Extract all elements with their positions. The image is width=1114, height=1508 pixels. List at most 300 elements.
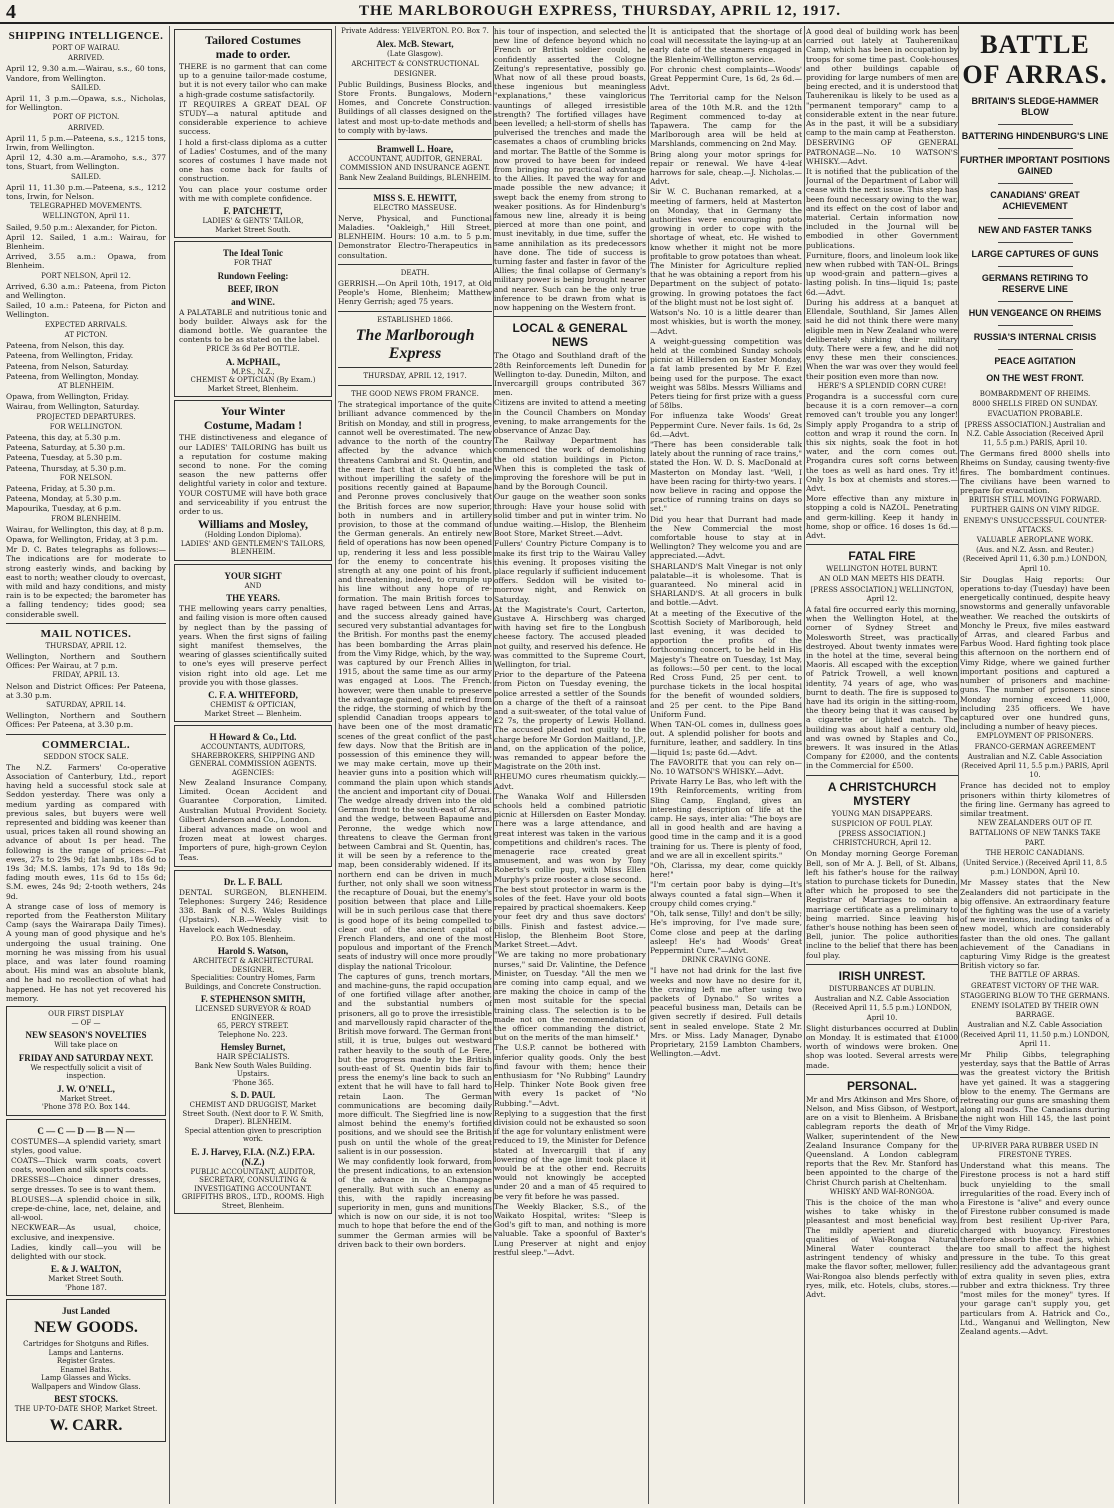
- ad-headline: S. D. PAUL: [230, 1090, 276, 1101]
- divider: [998, 301, 1073, 302]
- divider: [998, 148, 1073, 149]
- shipping-entry: Pateena, from Nelson, Saturday.: [6, 361, 129, 371]
- column-rule: [335, 26, 336, 1504]
- sub-heading: PORT NELSON, April 12.: [41, 271, 131, 280]
- news-item: Replying to a suggestion that the first division could not be exhausted so soon if the age for voluntary enlistment were reduced to 19, the Minister for Defence stated at Invercargill that if any lowering of the age limit took place it would be at the other end. Recruits would not knowingly be accepted under 20 and a man of 45 required to be very fit before he was passed.: [494, 1108, 646, 1201]
- news-item: Private Harry Le Bas, who left with the 19th Reinforcements, writing from Sling Camp, England, gives an interesting description of life at the camp. He says, inter alia: "The boys are all in good health and are having a good time in the camp and it is a good training for us. There is plenty of food, and we are all in excellent spirits.": [650, 777, 802, 860]
- label: AT PICTON.: [64, 330, 108, 339]
- sub-heading: NEW ZEALANDERS OUT OF IT.: [977, 819, 1093, 828]
- advertisement: [6, 1299, 166, 1442]
- column-shipping: [6, 26, 166, 1504]
- ad-headline: C. F. A. WHITEFORD,: [208, 690, 298, 701]
- sub-heading: WHISKY AND WAI-RONGOA.: [829, 1187, 935, 1196]
- news-item: Bring along your motor springs for repair or renewal. We have 4-leaf harrows for sale, cheap.—J. Nicholas.—Advt.: [650, 149, 802, 187]
- divider: [998, 266, 1073, 267]
- sub-heading: STAGGERING BLOW TO THE GERMANS.: [960, 991, 1110, 1000]
- sub-heading: UP-RIVER PARA RUBBER USED IN FIRESTONE TYRES.: [971, 1141, 1099, 1160]
- news-item: Sir W. C. Buchanan remarked, at a meeting of farmers, held at Masterton on Monday, that in Germany the authorities were encouraging potato growing in order to cope with the shortage of wheat, etc. He wished to know whether it might not be more profitable to grow potatoes than wheat. The Minister for Agriculture replied that he was obtaining a report from his Department on the subject of potato-growing. In growing potatoes the fact of the blight must not be lost sight of.: [650, 187, 802, 307]
- sub-heading: DRINK CRAVING GONE.: [681, 956, 771, 965]
- shipping-entry: Pateena, Friday, at 5.30 p.m.: [6, 483, 116, 493]
- section-heading: IRISH UNREST.: [838, 968, 926, 983]
- masthead: [0, 0, 1114, 24]
- ad-text: Wallpapers and Window Glass.: [31, 1382, 141, 1391]
- news-item: Furniture, floors, and linoleum look like new when rubbed with TAN-OL. Brings up wood-grain and pattern—gives a lasting polish. In tins—liquid 1s; paste 6d.—Advt.: [806, 250, 958, 297]
- ad-headline: made to order.: [215, 47, 291, 61]
- ad-text: THE distinctiveness and elegance of our LADIES' TAILORING has built us a reputation for costume making second to none. For the coming season the new patterns offer delightful variety in color and texture. YOUR COSTUME will have both grace and serviceability if you entrust the order to us.: [179, 433, 327, 516]
- divider: [806, 544, 958, 545]
- advertisement: [6, 1119, 166, 1297]
- ad-headline: THE YEARS.: [226, 593, 280, 604]
- ad-headline: H Howard & Co., Ltd.: [209, 732, 297, 743]
- ad-headline: BEEF, IRON: [227, 283, 279, 294]
- divider: [998, 183, 1073, 184]
- label: FOR WELLINGTON.: [49, 422, 123, 431]
- label: SAILED.: [71, 172, 101, 181]
- ad-headline: Costume, Madam !: [203, 418, 303, 433]
- column-editorial: [338, 26, 492, 1504]
- label: SAILED.: [71, 83, 101, 92]
- ad-text: COATS—Thick warm coats, covert coats, woollen and silk sports coats.: [11, 1156, 161, 1175]
- ad-text: Market Street South.: [48, 1275, 124, 1284]
- sub-heading: WELLINGTON HOTEL BURNT.: [826, 565, 938, 574]
- headline-deck: HUN VENGEANCE ON RHEIMS: [968, 308, 1102, 318]
- shipping-entry: April 12, 9.30 a.m.—Wairau, s.s., 60 tons, Vandore, from Wellington.: [6, 64, 166, 83]
- label: FOR NELSON.: [59, 473, 113, 482]
- label: ARRIVED.: [67, 123, 105, 132]
- shipping-entry: Arrived, 3.55 a.m.: Opawa, from Blenheim.: [6, 252, 166, 271]
- ad-text: ACCOUNTANT, AUDITOR, GENERAL COMMISSION AND INSURANCE AGENT.: [339, 155, 490, 173]
- news-item: Citizens are invited to attend a meeting in the Council Chambers on Monday evening, to make arrangements for the observance of Anzac Day.: [494, 398, 646, 435]
- news-item: The U.S.P. cannot be bothered with inferior quality goods. Only the best find favour with them; hence their enthusiasm for "No Rubbing" Laundry Help. Thinker Note Book given free with every 1s packet of "No Rubbing."—Advt.: [494, 1043, 646, 1108]
- ad-text: Telephone No. 223.: [218, 1030, 288, 1039]
- page-number: 4: [6, 1, 16, 23]
- shipping-entry: Wairau, for Wellington, this day, at 8 p.m.: [6, 524, 164, 534]
- ad-headline: E. & J. WALTON,: [50, 1264, 122, 1275]
- news-item: The Weekly Blacker, S.S., of the Waikato Hospital, writes: "Sleep is God's gift to man, and nothing is more valuable. Take a spoonful of Baxter's Lung Preserver at night and enjoy restful sleep."—Advt.: [494, 1201, 646, 1257]
- editorial-text: his tour of inspection, and selected the new line of defence beyond which no French or British soldier could, he confidently asserted the Cologne Zeitung's representative, possibly go. What now of all these proud boasts, these ingenious but meaningless "explanations," these vaingloricus vauntings of alleged irresistible strength? The fortified villages have been levelled; a hell-storm of shells has pulverised the trenches and made the casemates a chaos of crumbling bricks and mortar. The Battle of the Somme is now proved to have been for indeed from bringing no practical advantage to the Allies. It paved the way for and made possible the new advance; it swept back the enemy from strong to weaker positions. As for Hindenburg's famous new line, already it is being pierced at more than one point, and must inevitably, in due time, suffer the same annihilation as its predecessors have done. The tide of success is turning faster and faster in favor of the Allies; the final collapse of Germany's military power is being brought nearer and nearer. Such can be the only true inference to be drawn from what is now happening on the Western front.: [494, 27, 646, 313]
- divider: [338, 367, 492, 368]
- ad-text: CHEMIST & OPTICIAN (By Exam.): [190, 376, 316, 385]
- section-heading: SHIPPING INTELLIGENCE.: [8, 30, 164, 42]
- ad-text: LICENSED SURVEYOR & ROAD ENGINEER.: [195, 1005, 311, 1022]
- newspaper-nameplate: The Marlborough Express: [355, 326, 475, 362]
- ad-text: CHEMIST AND DRUGGIST, Market Street South. (Next door to F. W. Smith, Draper). BLENHEIM.: [182, 1101, 324, 1127]
- label: ARRIVED.: [67, 54, 105, 63]
- ad-text: M.P.S., N.Z.,: [231, 367, 275, 376]
- ad-text: 'Phone 187.: [65, 1283, 107, 1292]
- ad-text: OUR FIRST DISPLAY: [48, 1010, 124, 1019]
- ad-text: Bank New Zealand Buildings, BLENHEIM.: [339, 174, 491, 183]
- news-item: "I'm certain poor baby is dying—It's always counted a fatal sign—When it croupy child comes crying.": [650, 880, 802, 908]
- ad-headline: YOUR SIGHT: [224, 570, 282, 581]
- column-war-news: [960, 26, 1110, 1504]
- ad-text: Public Buildings, Business Blocks, and Store Fronts. Bungalows, Modern Homes, and Concrete Construction. Buildings of all classes designed on the latest and most up-to-date methods and to comply with by-laws.: [338, 79, 492, 135]
- headline-deck: ON THE WEST FRONT.: [986, 373, 1084, 383]
- ad-text: New Zealand Insurance Company, Limited. Ocean Accident and Guarantee Corporation, Limited. Australian Mutual Provident Society. Gilbert Anderson and Co., London.: [179, 778, 327, 824]
- ad-headline: Harold S. Watson,: [217, 946, 289, 957]
- ad-headline: Rundown Feeling:: [217, 270, 289, 281]
- divider: [338, 139, 492, 140]
- headline-deck: GERMANS RETIRING TO RESERVE LINE: [981, 273, 1089, 294]
- news-item: The Wanaka Wolf and Hillersden schools held a combined patriotic picnic at Hillersden on Easter Monday. There was a large attendance, and great interest was taken in the various competitions and children's races. The menagerie race created great amusement, and was won by Tony Roberts's collie pup, with Miss Ellen Murphy's prize rooster a close second.: [494, 791, 646, 884]
- ad-text: Lamps and Lanterns.: [48, 1348, 124, 1357]
- headline-deck: FURTHER IMPORTANT POSITIONS GAINED: [960, 155, 1110, 176]
- masthead-title: THE MARLBOROUGH EXPRESS, THURSDAY, APRIL 12, 1917.: [358, 3, 842, 19]
- ad-headline: C — C — D — B — N —: [37, 1125, 135, 1136]
- news-item: Mr Philip Gibbs, telegraphing yesterday, says that the Battle of Arras was the greatest victory the British have yet gained. It was a staggering blow to the enemy. The Germans are retreating our guns are smashing them along all roads. The Canadians during the night won Hill 145, the last point of the Vimy Ridge.: [960, 1050, 1110, 1133]
- ad-headline: Your Winter: [220, 404, 286, 419]
- ad-headline: NEW SEASON'S NOVELTIES: [25, 1030, 147, 1041]
- headline-deck: LARGE CAPTURES OF GUNS: [971, 249, 1099, 259]
- section-heading: A CHRISTCHURCH MYSTERY: [827, 779, 937, 808]
- sub-heading: FURTHER GAINS ON VIMY RIDGE.: [970, 506, 1100, 515]
- divider: [960, 1137, 1110, 1138]
- sub-heading: TELEGRAPHED MOVEMENTS.: [29, 202, 142, 211]
- ad-text: Enamel Baths.: [60, 1365, 112, 1374]
- ad-text: (Late Glasgow).: [387, 50, 443, 59]
- news-item: The Germans fired 8000 shells into Rheims on Sunday, causing twenty-five fires. The bombardment continues. The civilians have been warned to prepare for evacuation.: [960, 449, 1110, 496]
- news-item: A good deal of building work has been carried out lately at Tauherenikau Camp, which has been in occupation by troops for some time past. Cook-houses and other buildings capable of providing for large numbers of men are being erected, and it is understood that Tauherenikau is likely to be used as a "permanent temporary" camp to a considerable extent in the near future. As in the past, it will be a subsidiary camp to the main camp at Featherston.: [806, 27, 958, 138]
- ad-text: Market Street — Blenheim.: [204, 709, 302, 718]
- sub-heading: EVACUATION PROBABLE.: [987, 410, 1083, 419]
- ad-text: Nerve, Physical, and Functional Maladies. "Oakleigh," Hill Street, BLENHEIM. Hours: 10 a.m. to 5 p.m. Demonstrator Electro-Therapeutics in consultation.: [338, 213, 492, 260]
- ad-text: Will take place on: [54, 1041, 118, 1050]
- advertisement: [174, 241, 332, 397]
- advertisement: [6, 1006, 166, 1116]
- sub-heading: THE HEROIC CANADIANS.: [985, 848, 1085, 857]
- ad-headline: NEW GOODS.: [34, 1319, 138, 1337]
- sub-heading: FRANCO-GERMAN AGREEMENT: [974, 742, 1096, 751]
- news-item: "We are taking no more probationary nurses," said Dr. Valintine, the Defence Minister, on Tuesday. "All the men we are coming into camp equal, and we are making the choice in camp of the men most suitable for the special training class. The selection is to be made not on the recommendation of the officer commanding the district, but on the merits of the man himself.": [494, 950, 646, 1043]
- sub-heading: BOMBARDMENT OF RHEIMS.: [979, 390, 1091, 398]
- main-headline: BATTLE OF ARRAS.: [962, 30, 1108, 89]
- sub-heading: PROJECTED DEPARTURES.: [36, 412, 136, 421]
- ad-headline: Bramwell L. Hoare,: [376, 144, 454, 155]
- dateline: (United Service.) (Received April 11, 8.5 p.m.) LONDON, April 10.: [962, 858, 1108, 877]
- mail-entry: Nelson and District Offices: Per Pateena, at 3.30 p.m.: [6, 681, 166, 700]
- editorial-text: The strategical importance of the quite brilliant advance commenced by the British on Monday, and still in progress, cannot well be overestimated. The new advance to the north of the country affected by the advance which threatens Cambrai and St. Quentin, and the mere fact that it could be made without imperilling the safety of the positions recently gained at Bapaume and Peronne proves conclusively that the British forces are now superior, both in numbers and in artillery provision, to those at the command of the German generals. An entirely new field of operations has now been opened up, rendering it less and less possible for the enemy to concentrate his strength at any one point of his front, and threatening, indeed, to crumple up his line without any hope of re-formation. The main British forces to have raged between Lens and Arras, and the success already gained have secured very substantial advantages for the British. For months past the enemy has been bombarding the Arras plain from the Vimy Ridge, which, by the way, was captured by our French Allies in 1915, about the same time as our army was engaged at Loos. The French, however, were then unable to preserve the advantage gained, and retired from the ridge, the storming of which by the splendid Canadian troops appears to have been one of the most dramatic scenes of the great conflict of the past few days. Now that the British are in possession of this eminence they will, we may make certain, move up their heavier guns into a position which will command the plain upon which stands the ancient and important city of Douai. The wedge already driven into the old German front to the south-east of Arras, and the wedge, between Bapaume and Peronne, the wedge which now threatens to cleave the German front between Cambrai and St. Quentin, has, it will be seen by a reference to the map, been considerably widened. If its northern end can be driven in much further, not only shall we soon witness the recapture of Douai, but the enemy's position between that place and Lille will be in such perilous case that there is good hope of its being compelled to clear out of the ancient capital of French Flanders, and one of the most populous and important of the French seats of industry will once more proudly display the national Tricolour.: [338, 400, 492, 971]
- divider: [806, 1074, 958, 1075]
- ad-text: HAIR SPECIALISTS.: [216, 1053, 290, 1062]
- news-item: RHEUMO cures rheumatism quickly.—Advt.: [494, 772, 646, 791]
- ad-text: NECKWEAR—As usual, choice, exclusive, and inexpensive.: [11, 1223, 161, 1242]
- news-item: "I have not had drink for the last five weeks and now have no desire for it, the craving left me after using two packets of Dynabo." So writes a peaceful business man, Details can be given secretly if desired. Full details sent in sealed envelope. State 2 Mr. Mrs. or Miss. Lady Manager, Dynabo Proprietary, 2159 Lambton Chambers, Wellington.—Advt.: [650, 966, 802, 1059]
- headline-deck: RUSSIA'S INTERNAL CRISIS: [973, 332, 1097, 342]
- news-item: Understand what this means. The Firestone process is not a hard stiff buck unyielding to the small irregularities of the road. Every inch of a Firestone is "alive" and every ounce of Firestone rubber consumed is made from best resilient Up-river Para, charged with buoyancy. Firestones therefore absorb the road jars, which are too small to affect the highest pressure in the tube. To this great resiliency add the advantageous grant of extra quality in seven plies, extra rubber and extra thickness. Try three "most miles for the money" tyres. If your garage can't supply you, get particulars from A. Hatrick and Co., Ltd., Wanganui and Wellington, New Zealand agents.—Advt.: [960, 1161, 1110, 1336]
- news-item: Did you hear that Durrant had made the New Commercial the most comfortable house to stay at in Wellington? They welcome you and are appreciated.—Advt.: [650, 514, 802, 561]
- shipping-entry: April 11, 3 p.m.—Opawa, s.s., Nicholas, for Wellington.: [6, 94, 166, 113]
- advertisement: [174, 29, 332, 238]
- news-item: A weight-guessing competition was held at the combined Sunday schools picnic at Hillersden on Easter Monday, a fat lamb presented by Mr F. Ezel being used for the purpose. The exact weight was 58lbs. Messrs Williams and Peters tieing for first prize with a guess of 58lbs.: [650, 336, 802, 411]
- ad-headline: F. STEPHENSON SMITH,: [200, 994, 306, 1005]
- column-rule: [958, 26, 959, 1504]
- sub-heading: SUSPICION OF FOUL PLAY.: [831, 819, 933, 828]
- sub-heading: DISTURBANCES AT DUBLIN.: [828, 984, 936, 993]
- sub-heading: WELLINGTON, April 11.: [42, 212, 130, 221]
- headline-deck: NEW AND FASTER TANKS: [978, 225, 1092, 235]
- shipping-entry: Sailed, 10 a.m.: Pateena, for Picton and Wellington.: [6, 301, 166, 320]
- divider: [6, 734, 166, 735]
- ad-headline: F. PATCHETT,: [223, 206, 283, 217]
- section-heading: LOCAL & GENERAL NEWS: [512, 321, 628, 350]
- ad-text: THERE is no garment that can come up to a genuine tailor-made costume, but it is not every tailor who can make a high-grade costume satisfactorily.: [179, 62, 327, 99]
- news-item: Mr Massey states that the New Zealanders did not participate in the big offensive. An extraordinary feature of the fighting was the use of a variety of new inventions, including tanks of a new model, which are considerably faster than the old ones. The gallant achievement of the Canadians in capturing Vimy Ridge is the greatest British victory so far.: [960, 878, 1110, 971]
- news-item: When TAN-OL comes in, dullness goes out. A splendid polisher for boots and furniture, leather, and saddlery. In tins—liquid 1s; paste 6d.—Advt.: [650, 720, 802, 757]
- shipping-entry: Pateena, Monday, at 5.30 p.m.: [6, 494, 122, 504]
- news-item: The best stout protector in warm is the soles of the feet. Have your old boots repaired by practical shoemakers. Keep your feet dry and thus save doctors' bills. Finish and fastest advice.—Hislop, the Blenheim Boot Store, Market Street.—Advt.: [494, 884, 646, 950]
- mail-entry: Wellington, Northern and Southern Offices: Per Pateena, at 3.30 p.m.: [6, 711, 166, 730]
- divider: [998, 349, 1073, 350]
- column-local-news: [494, 26, 646, 1504]
- news-item: This is the choice of the man who wishes to take whisky in the pleasantest and most beneficial way. The mildly aperient and diuretic qualities of Wai-Rongoa Natural Mineral Water counteract the astringent tendency of whisky and make the flavor softer, mellower, fuller. Wai-Rongoa also blends perfectly with ryes, milk, etc. Hotels, clubs, stores.—Advt.: [806, 1197, 958, 1299]
- ad-text: 'Phone 365.: [232, 1078, 274, 1087]
- news-item: For influenza take Woods' Great Peppermint Cure. Never fails. 1s 6d, 2s 6d.—Advt.: [650, 411, 802, 439]
- column-news-continued: [650, 26, 802, 1504]
- label: THURSDAY, APRIL 12.: [45, 641, 127, 650]
- shipping-entry: April 12, 4.30 a.m.—Aramoho, s.s., 377 tons, Stuart, from Wellington.: [6, 153, 166, 172]
- section-heading: FATAL FIRE: [848, 549, 916, 564]
- ad-text: Market Street, Blenheim.: [207, 384, 299, 393]
- sub-heading: EXPECTED ARRIVALS.: [44, 320, 128, 329]
- article-text: The N.Z. Farmers' Co-operative Association of Canterbury, Ltd., report having held a successful stock sale at Seddon yesterday. There was only a medium yarding as compared with previous sales, but buyers were well represented and bidding was keener than usual, prices taken all round showing an advance of about 1s per head. The following is the range of prices:—Fat ewes, 27s to 29s 9d; fat lambs, 18s 6d to 19s 3d; M.S. lambs, 17s 9d to 18s 9d; fading mouth ewes, 11s 6d to 15s 6d; S.M. ewes, 24s 9d; 2-tooth wethers, 24s 9d.: [6, 762, 166, 901]
- advertisement: [174, 564, 332, 722]
- shipping-entry: Opawa, from Wellington, Friday.: [6, 392, 130, 402]
- shipping-entry: Pateena, Saturday, at 5.30 p.m.: [6, 443, 126, 453]
- ad-text: Bank New South Wales Building. Upstairs.: [194, 1061, 312, 1079]
- column-rule: [804, 26, 805, 1504]
- ad-text: BLOUSES—A splendid choice in silk, crepe-de-chine, lace, net, delaine, and all-wool.: [11, 1194, 161, 1223]
- ad-text: (Holding London Diploma).: [204, 531, 302, 540]
- ad-text: Register Grates.: [56, 1357, 116, 1366]
- headline-deck: CANADIANS' GREAT ACHIEVEMENT: [990, 190, 1080, 211]
- ad-text: IT REQUIRES A GREAT DEAL OF STUDY—a natural aptitude and considerable experience to achieve success.: [179, 99, 327, 137]
- death-notice: GERRISH.—On April 10th, 1917, at Old People's Home, Blenheim; Matthew Henry Gerrish; aged 75 years.: [338, 279, 492, 307]
- section-heading: PERSONAL.: [846, 1078, 917, 1093]
- sub-heading: HERE'S A SPLENDID CORN CURE!: [817, 381, 947, 390]
- section-heading: DEATH.: [400, 268, 430, 277]
- news-item: "Oh, Clarissa, my dear, come quickly here!": [650, 861, 802, 880]
- ad-text: You can place your costume order with me with complete confidence.: [179, 184, 327, 203]
- divider: [6, 623, 166, 624]
- ad-text: DRESSES—Choice dinner dresses, serge dresses. To see is to want them.: [11, 1175, 161, 1194]
- established-line: ESTABLISHED 1866.: [377, 315, 453, 324]
- shipping-entry: Arrived, 6.30 a.m.: Pateena, from Picton and Wellington.: [6, 281, 166, 301]
- dateline: Australian and N.Z. Cable Association (Received April 11, 11.50 p.m.) LONDON, April 11.: [960, 1021, 1110, 1048]
- label: FROM BLENHEIM.: [51, 514, 121, 523]
- shipping-entry: April 11, 5 p.m.—Pateena, s.s., 1215 tons, Irwin, from Wellington.: [6, 133, 166, 153]
- ad-text: Private Address: YELVERTON. P.O. Box 7.: [341, 27, 489, 35]
- news-item: The FAVORITE that you can rely on—No. 10 WATSON'S WHISKY.—Advt.: [650, 757, 802, 777]
- ad-headline: MISS S. E. HEWITT,: [373, 192, 457, 203]
- sub-heading: PORT OF WAIRAU.: [52, 44, 120, 52]
- dateline: Australian and N.Z. Cable Association (Received April 11, 5.5 p.m.) LONDON, April 10.: [812, 995, 952, 1022]
- sub-heading: 8000 SHELLS FIRED ON SUNDAY.: [972, 400, 1098, 409]
- shipping-entry: Mapourika, Tuesday, at 6 p.m.: [6, 504, 122, 514]
- ad-text: Lamp Glasses and Wicks.: [41, 1374, 131, 1383]
- shipping-entry: Pateena, from Wellington, Friday.: [6, 351, 134, 361]
- divider: [998, 218, 1073, 219]
- ad-text: Market Street South.: [215, 225, 291, 234]
- sub-heading: ENEMY ISOLATED BY THEIR OWN BARRAGE.: [971, 1002, 1099, 1020]
- headline-deck: BRITAIN'S SLEDGE-HAMMER BLOW: [971, 96, 1099, 117]
- ad-text: FOR THAT: [233, 259, 273, 268]
- ad-text: ARCHITECT & ARCHITECTURAL DESIGNER.: [192, 957, 314, 974]
- divider: [998, 242, 1073, 243]
- ad-text: — OF —: [71, 1018, 101, 1027]
- divider: [494, 316, 646, 317]
- news-item: Slight disturbances occurred at Dublin on Monday. It is estimated that £1000 worth of windows were broken. One shop was looted. Several arrests were made.: [806, 1023, 958, 1070]
- ad-text: Liberal advances made on wool and frozen meat at lowest charges. Importers of pure, high-grown Ceylon Teas.: [179, 825, 327, 862]
- sub-heading: ENEMY'S UNSUCCESSFUL COUNTER-ATTACKS.: [963, 516, 1107, 534]
- ad-text: AND: [244, 581, 262, 590]
- column-rule: [169, 26, 170, 1504]
- news-item: At a meeting of the Executive of the Scottish Society of Marlborough, held last evening, it was decided to apportion the profits of the forthcoming concert, to be held in His Majesty's Theatre on Tuesday, 1st May, as follows:—50 per cent. to the local Red Cross Fund, 25 per cent. to purchase tickets in the local hospital for the benefit of wounded soldiers, and 25 per cent. to the Pipe Band Uniform Fund.: [650, 608, 802, 719]
- sub-heading: SEDDON STOCK SALE.: [43, 752, 129, 761]
- news-item: Progandra is a successful corn cure because it is a corn remover—a corn removed can't trouble you any longer! Simply apply Progandra to a strip of cotton and wrap it round the corn. In this six nights, soak the foot in hot water, and the corn comes out. Progandra cures soft corns between the toes as well as hard ones. Try it! Only 1s box at chemists and stores.—Advt.: [806, 391, 958, 493]
- divider: [338, 385, 492, 386]
- ad-headline: Alex. McB. Stewart,: [376, 39, 454, 50]
- shipping-entry: April 12. Sailed, 1 a.m.: Wairau, for Blenheim.: [6, 232, 166, 252]
- column-telegrams: [806, 26, 958, 1504]
- dateline: [PRESS ASSOCIATION.] Australian and N.Z. Cable Association (Received April 11, 5.5 p.m.) PARIS, April 10.: [964, 420, 1106, 448]
- sub-heading: BRITISH STILL MOVING FORWARD.: [968, 496, 1102, 505]
- sub-heading: PORT OF PICTON.: [52, 113, 120, 122]
- advertisement: [174, 870, 332, 1215]
- sub-heading: AN OLD MAN MEETS HIS DEATH.: [819, 575, 945, 584]
- news-item: During his address at a banquet at Ellendale, Southland, Sir James Allen said he did not think there were many eligible men in New Zealand who were deliberately shirking their military duty. There were a few, and he did not envy these men their consciences. When the war was over they would feel their position even more than now.: [806, 297, 958, 381]
- sub-heading: BATTALIONS OF NEW TANKS TAKE PART.: [969, 829, 1101, 847]
- sub-heading: VALUABLE AEROPLANE WORK.: [976, 536, 1094, 545]
- news-item: "There has been considerable talk lately about the running of race trains," stated the Hon. W. D. S. MacDonald at Masterton on Monday last. "Well, I have been racing for thirty-two years. I now believe in racing and oppose the practice of running trains on days so set.": [650, 439, 802, 514]
- label: AT BLENHEIM.: [58, 381, 114, 390]
- ad-text: Specialities: Country Homes, Farm Buildings, and Concrete Construction.: [184, 974, 322, 991]
- ad-text: We respectfully solicit a visit of inspection.: [30, 1063, 142, 1081]
- ad-text: 65, PERCY STREET.: [217, 1022, 289, 1031]
- news-item: "Oh, talk sense, Tilly! and don't be silly; He's improving, for I've made sure, Come close and peep at the darling asleep! He's had Woods' Great Peppermint Cure."—Advt.: [650, 909, 802, 955]
- divider: [338, 311, 492, 312]
- advertisement: [174, 400, 332, 560]
- article-text: A strange case of loss of memory is reported from the Featherston Military Camp (says the Wairarapa Daily Times). A young man of good physique and he's undergoing the usual training. One morning he was missing from his usual place, and was later found roaming about. His mind was an absolute blank, and he had no recollection of what had happened. He has not yet recovered his memory.: [6, 901, 166, 1003]
- divider: [806, 775, 958, 776]
- ad-text: ACCOUNTANTS, AUDITORS, SHAREBROKERS, SHIPPING AND GENERAL COMMISSION AGENTS.: [189, 743, 317, 769]
- ad-headline: The Ideal Tonic: [222, 248, 284, 259]
- shipping-entry: Pateena, Thursday, at 5.30 p.m.: [6, 463, 127, 473]
- ad-headline: FRIDAY AND SATURDAY NEXT.: [18, 1052, 154, 1063]
- news-item: At the Magistrate's Court, Carterton, Gustave A. Hirschberg was charged with having set fire to the Longbush cheese factory. The accused pleaded not guilty, and reserved his defence. He was committed to the Supreme Court, Wellington, for trial.: [494, 604, 646, 669]
- ad-text: THE mellowing years carry penalties, and failing vision is more often caused by neglect than by the passing of years. When the first signs of failing sight manifest themselves, the wearing of glasses scientifically suited to one's eyes will preserve perfect vision right into old age. Let me provide you with those glasses.: [179, 604, 327, 687]
- ad-headline: A. McPHAIL,: [225, 356, 281, 367]
- ad-text: Special attention given to prescription work.: [184, 1126, 322, 1144]
- ad-headline: BEST STOCKS.: [54, 1394, 118, 1405]
- ad-headline: E. J. Harvey, F.I.A. (N.Z.) F.P.A. (N.Z.): [191, 1146, 315, 1167]
- editorial-heading: THE GOOD NEWS FROM FRANCE.: [351, 390, 479, 399]
- editorial-text: The captures of guns, trench mortars, and machine-guns, the rapid occupation of one fortified village after another, and the substantial numbers of prisoners, all go to prove the irresistible and marvellously rapid character of the British move forward. The German front still, it is true, bulges out westward rather heavily to the south of Le Fere, but the progress made by the British south-east of St. Quentin bids fair to press the enemy's line back to such an extent that he will have to fall hard to retain Laon. The German communications are becoming daily more difficult. The Siegfried line is now almost behind the enemy's fortified positions, and we should see the British push on until the whole of the great salient is in our possession.: [338, 971, 492, 1156]
- section-heading: COMMERCIAL.: [41, 738, 131, 751]
- news-item: It is anticipated that the shortage of coal will necessitate the laying-up at an early date of the steamers engaged in the Blenheim-Wellington service.: [650, 27, 802, 64]
- news-item: The Territorial camp for the Nelson area of the 10th M.R. and the 12th Regiment commenced to-day at Tapawera. The camp for the Marlborough area will be held at Marshlands, commencing on 2nd May.: [650, 93, 802, 149]
- ad-headline: Williams and Mosley,: [197, 517, 309, 532]
- ad-text: P.O. Box 105. Blenheim.: [210, 934, 296, 943]
- shipping-entry: Sailed, 9.50 p.m.: Alexander, for Picton.: [6, 222, 158, 232]
- ad-headline: and WINE.: [231, 296, 275, 307]
- news-item: On Monday morning George Foreman Bell, son of Mr A. J. Bell, of St. Albans, left his father's house for the railway station to purchase tickets for Dunedin, after which he proposed to see the Registrar of Marriages to obtain a marriage certificate as a preliminary to being married. Since leaving his father's house nothing has been seen of Bell, junior. The police authorities incline to the belief that there has been foul play.: [806, 849, 958, 960]
- shipping-entry: Wairau, from Wellington, Saturday.: [6, 402, 140, 412]
- section-heading: MAIL NOTICES.: [40, 627, 132, 640]
- divider: [998, 124, 1073, 125]
- news-item: Prior to the departure of the Pateena from Picton on Tuesday evening, the police arrested a settler of the Sounds on a charge of the theft of a rainsoat and a suit-sweater, of the total value of £2 7s, the property of Lewis Holland. The accused pleaded not guilty to the charge before Mr Gordon Maitland, J.P., and, on the application of the police, was remanded to appear before the Magistrate on the 20th inst.: [494, 670, 646, 772]
- shipping-entry: April 11, 11.30 p.m.—Pateena, s.s., 1212 tons, Irwin, for Nelson.: [6, 182, 166, 202]
- ad-text: PRICE 3s 6d Per BOTTLE.: [206, 345, 300, 354]
- news-item: The Otago and Southland draft of the 28th Reinforcements left Dunedin for Wellington to-day. Dunedin, Milton, and Invercargill groups contributed 367 men.: [494, 351, 646, 398]
- ad-text: AGENCIES:: [231, 768, 275, 777]
- ad-text: BLENHEIM.: [230, 548, 276, 557]
- ad-headline: Just Landed: [62, 1306, 110, 1317]
- dateline: Australian and N.Z. Cable Association (Received April 11, 5.5 p.m.) PARIS, April 10.: [961, 752, 1109, 780]
- news-item: Mr and Mrs Atkinson and Mrs Shore, of Nelson, and Miss Gibson, of Westport, are on a visit to Blenheim. A Brisbane cablegram reports the death of Mr Walker, superintendent of the New Zealand Insurance Company for the Queensland. A London cablegram reports that the Rev. Mr. Stanford has been appointed to the charge of the Christ Church parish at Cheltenham.: [806, 1094, 958, 1187]
- news-item: A fatal fire occurred early this morning, when the Wellington Hotel, at the corner of Sydney Street and Molesworth Street, was practically destroyed. About twenty inmates were in the hotel at the time, several being Maoris. All escaped with the exception of Patrick Trowell, a well known identity, 74 years of age, who was burnt to death. The fire is supposed to have had its origin in the sitting-room, the theory being that it was caused by a cigarette or lighted match. The building was about half a century old, and was owned by Staples and Co., brewers. It was insured in the Atlas Company for £2000, and the contents in the Commercial for £500.: [806, 604, 958, 771]
- column-advertisements: [174, 26, 332, 1504]
- ad-text: A PALATABLE and nutritious tonic and body builder. Always ask for the diamond bottle. We guarantee the contents to be as stated on the label.: [179, 307, 327, 345]
- news-item: Our gauge on the weather soon sonks through: Have your house solid with solid timber and put in winter trim. No undue waiting.—Hislop, the Blenheim Boot Store, Market Street.—Advt.: [494, 492, 646, 539]
- sub-heading: GREATEST VICTORY OF THE WAR.: [971, 981, 1099, 990]
- advertisement: [174, 725, 332, 867]
- news-item: More effective than any mixture in stopping a cold is NAZOL. Penetrating and germ-killing. Keep it handy in home, shop or office. 16 doses 1s 6d.—Advt.: [806, 494, 958, 540]
- sub-heading: THE BATTLE OF ARRAS.: [990, 971, 1080, 980]
- column-rule: [648, 26, 649, 1504]
- ad-text: Ladies, kindly call—you will be delighted with our stock.: [11, 1242, 161, 1262]
- ad-headline: Hemsley Burnet,: [220, 1042, 286, 1053]
- sub-heading: EMPLOYMENT OF PRISONERS.: [976, 732, 1094, 741]
- ad-text: LADIES' & GENTS' TAILOR,: [202, 217, 304, 226]
- ad-text: ELECTRO MASSEUSE.: [373, 203, 457, 212]
- ad-headline: W. CARR.: [49, 1416, 123, 1434]
- ad-text: I hold a first-class diploma as a cutter of Ladies' Costumes, and of the many scores of costumes I have made not one has come back for faults of construction.: [179, 137, 327, 184]
- ad-text: Market Street.: [59, 1094, 113, 1103]
- ad-text: 'Phone 378 P.O. Box 144.: [41, 1103, 131, 1112]
- divider: [998, 325, 1073, 326]
- dateline: [PRESS ASSOCIATION.] CHRISTCHURCH, April 12.: [832, 830, 932, 848]
- headline-deck: PEACE AGITATION: [994, 356, 1076, 366]
- news-item: France has decided not to employ prisoners within thirty kilometres of the firing line. Germany has agreed to similar treatment.: [960, 781, 1110, 818]
- news-item: DESERVING OF GENERAL PATRONAGE—No. 10 WATSON'S WHISKY.—Advt.: [806, 138, 958, 166]
- news-item: For chronic chest complaints—Woods' Great Peppermint Cure, 1s 6d, 2s 6d.—Advt.: [650, 64, 802, 93]
- ad-text: Cartridges for Shotguns and Rifles.: [23, 1340, 149, 1349]
- dateline: (Aus. and N.Z. Assn. and Reuter.) (Received April 11, 6.30 p.m.) LONDON, April 10.: [962, 546, 1108, 573]
- ad-text: ARCHITECT & CONSTRUCTIONAL DESIGNER.: [351, 60, 479, 78]
- label: SATURDAY, APRIL 14.: [46, 701, 126, 709]
- ad-text: CHEMIST & OPTICIAN,: [210, 701, 296, 710]
- ad-headline: Tailored Costumes: [205, 33, 301, 47]
- shipping-entry: Pateena, from Wellington, Monday.: [6, 371, 139, 381]
- news-item: The Railway Department has commenced the work of demolishing the old station buildings in Picton. When this is completed the task of improving the foreshore will be put in hand by the Borough Council.: [494, 436, 646, 492]
- editorial-text: We may confidently look forward, from the present indications, to an extension of the advance in the Champagne generally. But with such an enemy as this, with the rapidly increasing superiority in men, guns and munitions which is now on our side, it is not too much to hope that before the end of the summer the German armies will be driven back to their own borders.: [338, 1156, 492, 1249]
- shipping-entry: Pateena, Tuesday, at 5.30 p.m.: [6, 453, 123, 463]
- divider: [338, 264, 492, 265]
- divider: [338, 188, 492, 189]
- shipping-entry: Pateena, this day, at 5.30 p.m.: [6, 432, 121, 442]
- headline-deck: BATTERING HINDENBURG'S LINE: [961, 131, 1109, 141]
- divider: [806, 964, 958, 965]
- ad-text: DENTAL SURGEON, BLENHEIM. Telephones: Surgery 246; Residence 338. Bank of N.S. Wales Buildings (Upstairs). N.B.—Weekly visit to Havelock each Wednesday.: [179, 887, 327, 934]
- news-item: It is notified that the publication of the Journal of the Department of Labor will cease with the next issue. This step has been found necessary owing to the war, and its effect on the cost of labor and material. Certain information now included in the Journal will be embodied in other Government publications.: [806, 167, 958, 250]
- shipping-entry: Opawa, for Wellington, Friday, at 3 p.m.: [6, 534, 159, 544]
- dateline: THURSDAY, APRIL 12, 1917.: [363, 371, 467, 380]
- news-item: Watson's No. 10 is a little dearer than most whiskies, but is worth the money.—Advt.: [650, 308, 802, 336]
- news-item: Fullers' Country Picture Company is to make its first trip to the Wairau Valley this evening. It proposes visiting the place regularly if sufficient inducement offers. Seddon will be visited to-morrow night, and Renwick on Saturday.: [494, 539, 646, 604]
- ad-text: PUBLIC ACCOUNTANT, AUDITOR, SECRETARY, CONSULTING & INVESTIGATING ACCOUNTANT. GRIFFITHS BROS., LTD., ROOMS. High Street, Blenheim.: [181, 1167, 325, 1210]
- ad-headline: J. W. O'NELL,: [57, 1083, 115, 1094]
- ad-text: LADIES' AND GENTLEMEN'S TAILORS,: [180, 539, 326, 548]
